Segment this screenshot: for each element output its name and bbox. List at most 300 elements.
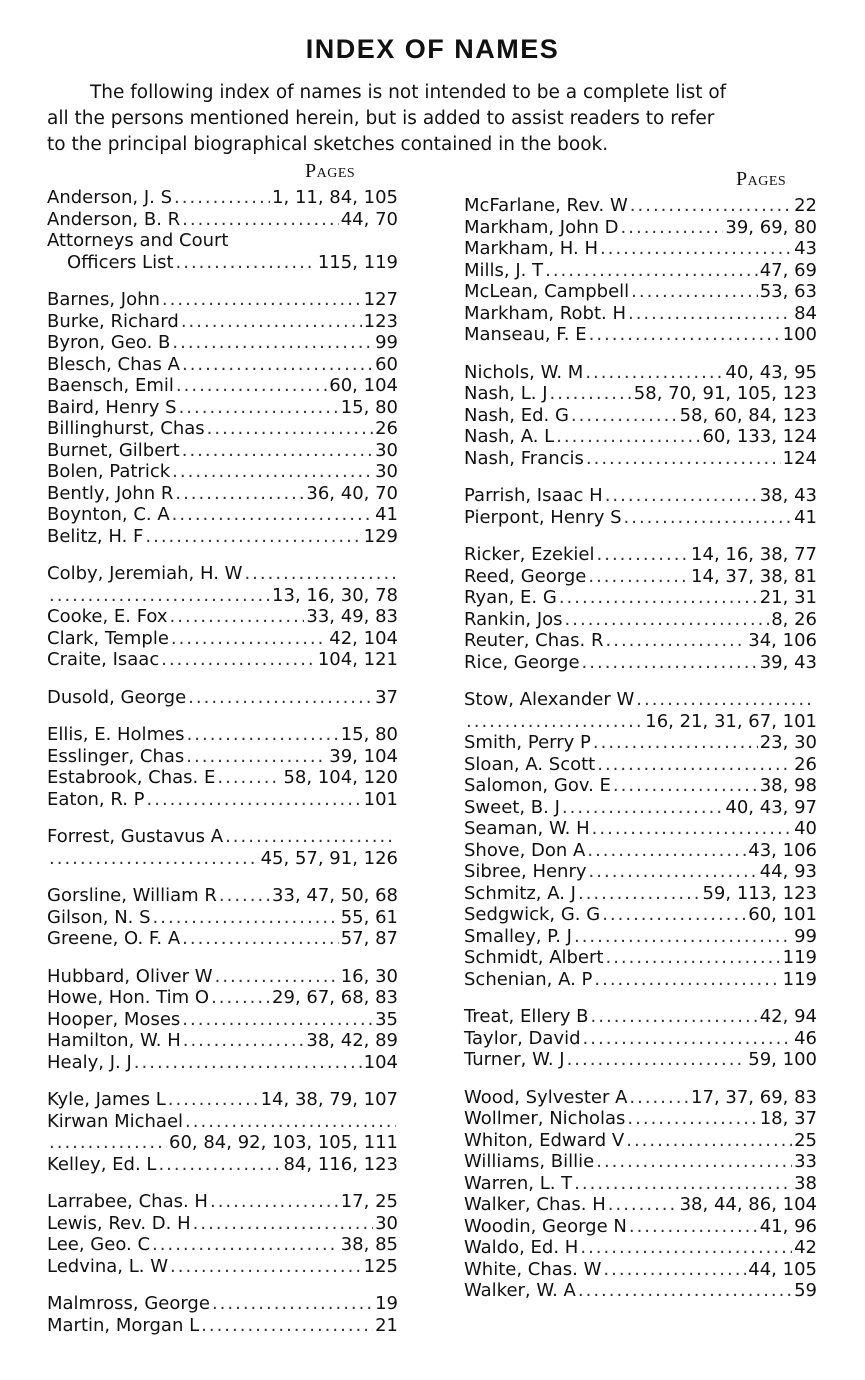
entry-name: Rice, George [464,651,580,673]
index-entry [464,630,817,652]
entry-name-continued: Officers List [67,251,174,273]
entry-pages: 58, 104, 120 [283,767,398,788]
leader-dots [181,311,362,333]
leader-dots [49,585,270,607]
index-entry [464,260,817,282]
entry-name: Boynton, C. A [47,504,170,525]
index-entry [464,609,817,631]
entry-name: Markham, H. H [464,238,598,259]
leader-dots [182,928,339,950]
index-entry [464,303,817,325]
entry-pages: 58, 60, 84, 123 [679,404,817,426]
leader-dots [583,1028,793,1050]
entry-name: Pierpont, Henry S [464,506,622,528]
leader-dots [225,826,396,848]
leader-dots [627,1108,757,1130]
leader-dots [49,1132,167,1154]
intro-paragraph [47,80,822,158]
leader-dots [161,649,316,671]
index-entry [47,1191,398,1213]
entry-pages: 60, 101 [748,904,817,925]
index-entry [47,1111,398,1154]
entry-name: Kelley, Ed. L [47,1153,157,1175]
index-entry [464,818,817,840]
entry-pages: 26 [375,418,398,439]
entry-pages: 17, 37, 69, 83 [691,1086,817,1108]
leader-dots [621,217,724,239]
index-entry [47,1009,398,1031]
entry-name: Esslinger, Chas [47,745,185,767]
entry-name: Salomon, Gov. E [464,775,611,796]
index-entry [464,754,817,776]
index-entry [464,362,817,384]
index-entry [464,195,817,217]
leader-dots [597,544,690,566]
index-entry [47,418,398,440]
entry-name: Larrabee, Chas. H [47,1191,208,1212]
entry-name: Nash, L. J [464,383,548,404]
section-gap [47,1277,398,1293]
entry-pages: 38, 42, 89 [306,1030,398,1051]
entry-name: Lee, Geo. C [47,1234,151,1255]
leader-dots [605,947,780,969]
entry-name: Nash, Francis [464,447,584,469]
index-entry [47,966,398,988]
leader-dots [586,448,781,470]
leader-dots [628,303,792,325]
section-gap [464,469,817,485]
entry-name: Schenian, A. P [464,968,593,990]
entry-name: Nash, A. L [464,426,555,447]
entry-name: Byron, Geo. B [47,332,171,353]
entry-name: Colby, Jeremiah, H. W [47,563,243,584]
leader-dots [188,687,373,709]
leader-dots [158,1154,281,1176]
entry-pages: 35 [375,1008,398,1030]
leader-dots [550,383,632,405]
entry-pages: 30 [375,461,398,482]
leader-dots [145,526,361,548]
entry-pages: 38, 85 [340,1234,398,1255]
leader-dots [179,397,339,419]
entry-name: Markham, John D [464,216,619,238]
entry-name: Anderson, B. R [47,208,181,230]
entry-name: Waldo, Ed. H [464,1237,579,1258]
leader-dots [170,1256,362,1278]
leader-dots [187,724,339,746]
index-entry [47,311,398,333]
entry-name: Schmitz, A. J [464,882,576,904]
index-entry [464,1216,817,1238]
entry-name: Warren, L. T [464,1172,573,1194]
leader-dots [597,754,792,776]
entry-name: Attorneys and Court [47,230,229,251]
index-entry [464,448,817,470]
entry-pages: 13, 16, 30, 78 [272,584,398,606]
entry-pages: 44, 105 [748,1258,817,1280]
entry-pages: 29, 67, 68, 83 [272,987,398,1008]
index-entry [47,1293,398,1315]
leader-dots [593,732,758,754]
entry-pages: 15, 80 [340,724,398,745]
entry-pages: 47, 69 [759,259,817,281]
leader-dots [168,1089,259,1111]
leader-dots [210,1191,339,1213]
leader-dots [172,461,373,483]
index-entry [464,507,817,529]
index-entry [47,504,398,526]
entry-pages: 42, 104 [329,627,398,649]
leader-dots [193,1213,373,1235]
index-entry [464,405,817,427]
leader-dots [182,354,373,376]
entry-name: Estabrook, Chas. E [47,767,216,788]
entry-pages: 44, 70 [340,208,398,230]
index-entry [464,904,817,926]
entry-name: Greene, O. F. A [47,928,181,949]
index-entry [464,1028,817,1050]
entry-pages: 14, 38, 79, 107 [260,1089,398,1110]
entry-pages: 1, 11, 84, 105 [272,187,398,208]
entry-name: Reed, George [464,565,587,587]
entry-name: Nash, Ed. G [464,404,569,426]
entry-pages: 22 [794,195,817,216]
entry-pages: 84, 116, 123 [283,1153,398,1175]
entry-name: Woodin, George N [464,1215,627,1237]
index-entry [47,483,398,505]
index-entry [464,775,817,797]
entry-pages: 16, 21, 31, 67, 101 [645,710,817,732]
entry-name: Sloan, A. Scott [464,753,596,775]
entry-pages: 104, 121 [317,649,398,670]
entry-pages: 46 [794,1027,817,1049]
leader-dots [171,628,327,650]
index-entry [464,383,817,405]
entry-pages: 124 [782,447,817,469]
leader-dots [605,485,758,507]
leader-dots [589,324,781,346]
index-entry [47,209,398,231]
entry-name: Parrish, Isaac H [464,485,603,506]
entry-name: Baird, Henry S [47,396,177,418]
entry-pages: 41 [375,504,398,525]
leader-dots [176,375,327,397]
entry-name: Treat, Ellery B [464,1006,589,1027]
index-entry [47,563,398,606]
leader-dots [565,609,770,631]
index-entry [464,883,817,905]
entry-pages: 34, 106 [748,630,817,651]
entry-name: McFarlane, Rev. W [464,195,628,216]
leader-dots [152,1234,339,1256]
entry-pages: 33, 49, 83 [306,606,398,627]
leader-dots [600,238,792,260]
entry-pages: 123 [363,310,398,332]
entry-pages: 57, 87 [340,928,398,949]
entry-name: Kirwan Michael [47,1110,184,1132]
entry-pages: 44, 93 [759,861,817,882]
index-entry [464,1151,817,1173]
entry-name: Dusold, George [47,686,187,708]
index-entry [47,628,398,650]
entry-name: Lewis, Rev. D. H [47,1212,191,1234]
index-entry [47,885,398,907]
entry-pages: 15, 80 [340,396,398,418]
leader-dots [176,252,316,274]
leader-dots [631,281,758,303]
index-entry [464,969,817,991]
leader-dots [217,767,281,789]
leader-dots [182,440,373,462]
entry-pages: 99 [794,925,817,947]
entry-pages: 39, 69, 80 [725,216,817,238]
entry-name: Mills, J. T [464,259,544,281]
index-entry [464,281,817,303]
entry-pages: 125 [363,1255,398,1277]
leader-dots [162,289,362,311]
index-entry [47,1234,398,1256]
intro-line: to the principal biographical sketches contained in the book. [47,134,609,155]
entry-pages: 16, 30 [340,965,398,987]
entry-name: Eaton, R. P [47,788,145,810]
leader-dots [629,1216,758,1238]
left-entries [47,187,398,1336]
section-gap [47,1073,398,1089]
leader-dots [172,504,373,526]
index-entry [47,928,398,950]
entry-pages: 59, 113, 123 [702,882,817,904]
entry-pages: 18, 37 [759,1108,817,1129]
leader-dots [588,566,689,588]
index-entry [47,375,398,397]
section-gap [47,950,398,966]
leader-dots [219,885,270,907]
leader-dots [606,630,747,652]
entry-pages: 14, 16, 38, 77 [691,544,817,565]
entry-pages: 38, 43 [759,485,817,506]
entry-name: Blesch, Chas A [47,353,180,375]
index-entry [47,397,398,419]
leader-dots [134,1052,362,1074]
index-entry [47,789,398,811]
index-entry [47,687,398,709]
leader-dots [147,789,362,811]
index-entry [464,1130,817,1152]
leader-dots [592,818,792,840]
entry-name: Kyle, James L [47,1089,166,1110]
index-entry [47,230,398,273]
entry-pages: 40, 43, 95 [725,361,817,383]
index-entry [464,426,817,448]
leader-dots [578,1280,792,1302]
entry-pages: 38 [794,1172,817,1194]
leader-dots [596,1151,792,1173]
entry-pages: 21, 31 [759,587,817,608]
entry-pages: 59 [794,1280,817,1301]
entry-name: Burke, Richard [47,310,179,332]
leader-dots [636,689,815,711]
leader-dots [594,969,780,991]
index-entry [464,1108,817,1130]
entry-pages: 41 [794,506,817,528]
index-entry [464,587,817,609]
leader-dots [153,907,339,929]
entry-name: Markham, Robt. H [464,302,626,324]
index-entry [464,485,817,507]
entry-pages: 60, 104 [329,375,398,396]
entry-name: Manseau, F. E [464,324,587,345]
entry-pages: 101 [363,788,398,810]
index-entry [464,1173,817,1195]
entry-pages: 60 [375,353,398,375]
entry-pages: 43 [794,238,817,259]
entry-pages: 119 [782,968,817,990]
leader-dots [567,1049,747,1071]
entry-name: McLean, Campbell [464,281,630,302]
index-entry [47,724,398,746]
index-entry [47,440,398,462]
index-entry [47,1213,398,1235]
entry-name: Anderson, J. S [47,187,173,208]
leader-dots [608,1194,678,1216]
entry-pages: 21 [375,1314,398,1336]
entry-pages: 38, 44, 86, 104 [679,1194,817,1215]
leader-dots [244,563,396,585]
entry-name: Burnet, Gilbert [47,439,180,461]
index-entry [47,1154,398,1176]
index-entry [464,926,817,948]
entry-pages: 127 [363,289,398,310]
index-entry [464,1259,817,1281]
section-gap [464,1071,817,1087]
entry-name: Turner, W. J [464,1049,565,1070]
entry-pages: 19 [375,1293,398,1314]
section-gap [464,346,817,362]
entry-pages: 30 [375,1212,398,1234]
pages-header-left: Pages [305,160,356,182]
leader-dots [545,260,758,282]
entry-name: Bently, John R [47,482,174,504]
index-entry [47,187,398,209]
entry-name: Wood, Sylvester A [464,1086,628,1108]
entry-name: White, Chas. W [464,1258,602,1280]
index-entry [47,1256,398,1278]
leader-dots [207,418,373,440]
leader-dots [49,848,259,870]
entry-name: Bolen, Patrick [47,461,171,482]
entry-name: Billinghurst, Chas [47,418,205,439]
section-gap [47,547,398,563]
entry-pages: 119 [782,947,817,968]
entry-name: Walker, W. A [464,1280,576,1301]
leader-dots [580,1237,792,1259]
entry-name: Walker, Chas. H [464,1194,606,1215]
right-entries [464,195,817,1302]
index-entry [47,649,398,671]
section-gap [47,810,398,826]
leader-dots [172,332,373,354]
leader-dots [613,775,758,797]
entry-pages: 33, 47, 50, 68 [272,885,398,906]
entry-name: Healy, J. J [47,1051,132,1073]
leader-dots [585,362,723,384]
entry-name: Nichols, W. M [464,361,584,383]
entry-name: Belitz, H. F [47,525,144,547]
entry-pages: 58, 70, 91, 105, 123 [633,383,817,404]
leader-dots [574,926,792,948]
index-entry [464,1087,817,1109]
entry-name: Williams, Billie [464,1151,595,1172]
index-entry [464,797,817,819]
leader-dots [175,483,304,505]
entry-pages: 17, 25 [340,1191,398,1212]
entry-pages: 53, 63 [759,281,817,302]
entry-pages: 55, 61 [340,906,398,928]
entry-name: Sweet, B. J [464,796,560,818]
leader-dots [466,711,643,733]
entry-name: Stow, Alexander W [464,689,635,710]
entry-name: Cooke, E. Fox [47,606,168,627]
leader-dots [603,1259,746,1281]
entry-pages: 41, 96 [759,1215,817,1237]
index-entry [464,861,817,883]
entry-pages: 25 [794,1129,817,1151]
leader-dots [170,606,305,628]
entry-name: Sedgwick, G. G [464,904,601,925]
index-entry [47,1089,398,1111]
entry-name: Rankin, Jos [464,608,563,630]
entry-pages: 36, 40, 70 [306,482,398,504]
leader-dots [556,426,700,448]
leader-dots [624,507,793,529]
entry-name: Taylor, David [464,1027,581,1049]
leader-dots [571,405,678,427]
entry-pages: 129 [363,525,398,547]
entry-name: Barnes, John [47,289,160,310]
index-entry [464,238,817,260]
entry-name: Hooper, Moses [47,1008,181,1030]
index-entry [464,324,817,346]
index-entry [47,826,398,869]
entry-pages: 100 [782,324,817,345]
entry-pages: 39, 43 [759,651,817,673]
entry-pages: 99 [375,332,398,353]
section-gap [47,671,398,687]
leader-dots [174,187,270,209]
leader-dots [182,209,339,231]
entry-name: Gilson, N. S [47,906,151,928]
entry-name: Forrest, Gustavus A [47,826,224,847]
index-entry [47,987,398,1009]
index-entry [464,689,817,732]
entry-name: Reuter, Chas. R [464,630,604,651]
entry-pages: 40 [794,818,817,839]
entry-name: Shove, Don A [464,839,586,861]
index-entry [47,332,398,354]
section-gap [464,673,817,689]
entry-name: Ryan, E. G [464,587,557,608]
index-entry [47,606,398,628]
index-entry [464,840,817,862]
index-entry [47,1052,398,1074]
leader-dots [185,1111,396,1133]
intro-line: all the persons mentioned herein, but is added to assist readers to refer [47,108,715,129]
entry-pages: 40, 43, 97 [725,796,817,818]
entry-pages: 45, 57, 91, 126 [260,847,398,869]
entry-name: Malmross, George [47,1293,210,1314]
index-entry [47,1315,398,1337]
index-entry [464,1006,817,1028]
